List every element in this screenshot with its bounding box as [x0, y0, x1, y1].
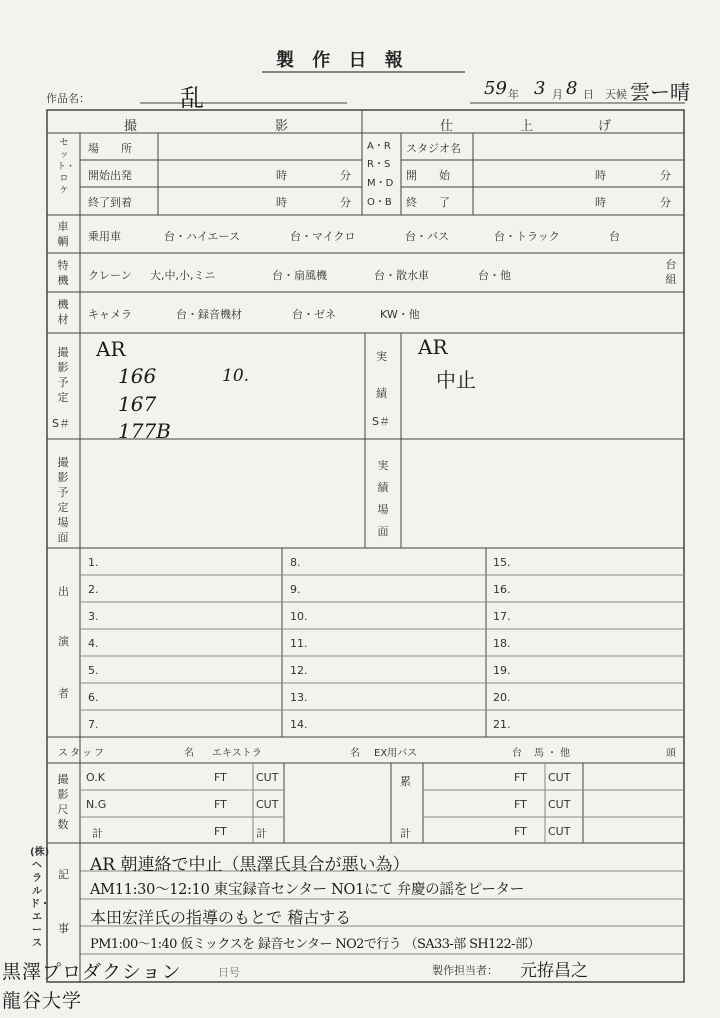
special-size: 大,中,小,ミニ [150, 269, 216, 282]
code-ar: A・R [367, 141, 391, 152]
studio-start-label: 開 始 [406, 169, 450, 182]
footage-ok-label: O.K [86, 771, 105, 784]
equipment-side-label: 機材 [57, 298, 69, 326]
special-sprinkler: 台・散水車 [374, 269, 429, 282]
date-month-unit: 月 [552, 88, 563, 101]
cast-number: 9. [290, 583, 301, 596]
cast-number: 11. [290, 637, 308, 650]
person-label: 製作担当者： [432, 964, 498, 977]
extra-label: エキストラ [212, 748, 262, 759]
date-year: 59 [484, 78, 507, 99]
notes-line-4: PM1:00〜1:40 仮ミックスを 録音センター NO2で行う （SA33-部 SH122-部） [90, 937, 540, 952]
bus-dai: 台 [512, 748, 522, 759]
cumulative-total-label: 計 [400, 827, 411, 840]
schedule-actual-label-2: 績 [376, 387, 387, 400]
date-month: 3 [534, 78, 546, 99]
special-crane: クレーン [88, 269, 132, 282]
notes-label-2: 事 [58, 922, 69, 935]
footage-total-cut: 計 [256, 827, 267, 840]
vehicle-bus: 台・バス [405, 230, 449, 243]
satsuei-header-1: 撮 [124, 119, 138, 134]
notes-line-2: AM11:30〜12:10 東宝録音センター NO1にて 弁慶の謡をピーター [90, 882, 524, 898]
cum-row2-cut: CUT [548, 798, 571, 811]
set-loca-side-label: セット・ロケ [57, 138, 76, 196]
vehicle-tail: 台 [609, 230, 620, 243]
studio-start-hour: 時 [595, 169, 606, 182]
special-side-label: 特機 [57, 259, 69, 287]
extra-mei: 名 [350, 748, 360, 759]
cast-number: 4. [88, 637, 99, 650]
schedule-plan-line-2: 166 [118, 364, 157, 388]
cast-number: 21. [493, 718, 511, 731]
cast-number: 7. [88, 718, 99, 731]
cast-number: 15. [493, 556, 511, 569]
notes-line-1: AR 朝連絡で中止（黒澤氏具合が悪い為） [90, 855, 410, 875]
footage-ok-ft: FT [214, 771, 227, 784]
vehicle-car: 乗用車 [88, 230, 121, 243]
shiage-header-1: 仕 [440, 119, 454, 134]
scene-actual-label: 実績場面 [377, 459, 389, 538]
shiage-header-2: 上 [520, 119, 534, 134]
equipment-camera: キャメラ [88, 308, 132, 321]
studio-name-label: スタジオ名 [406, 142, 461, 155]
cumulative-label: 累 [400, 775, 411, 788]
staff-label: スタッフ [58, 748, 106, 759]
schedule-plan-line-3: 167 [118, 392, 157, 416]
footage-ng-label: N.G [86, 798, 107, 811]
cast-number: 3. [88, 610, 99, 623]
start-minute-unit: 分 [340, 169, 351, 182]
staff-mei: 名 [184, 748, 194, 759]
schedule-plan-line-2b: 10. [222, 366, 250, 386]
satsuei-header-2: 影 [275, 119, 289, 134]
cast-number: 13. [290, 691, 308, 704]
ex-bus-label: EX用バス [374, 748, 418, 759]
cast-number: 19. [493, 664, 511, 677]
watermark-line-1: 黒澤プロダクション [2, 961, 182, 983]
cast-number: 18. [493, 637, 511, 650]
cast-label-1: 出 [58, 585, 69, 598]
cum-row3-cut: CUT [548, 825, 571, 838]
notes-line-3: 本田宏洋氏の指導のもとで 稽古する [90, 908, 352, 927]
shiage-header-3: げ [598, 119, 612, 134]
cast-number: 2. [88, 583, 99, 596]
schedule-plan-s-label: S＃ [52, 417, 70, 430]
footage-total-label: 計 [92, 827, 103, 840]
schedule-actual-label-1: 実 [376, 350, 387, 363]
special-right-label: 台組 [665, 258, 677, 286]
cast-label-3: 者 [58, 687, 69, 700]
page-title: 製 作 日 報 [276, 50, 409, 71]
studio-end-hour: 時 [595, 196, 606, 209]
vertical-stamp: (株) ヘラルド・エース [30, 847, 50, 949]
end-arrive-label: 終了到着 [88, 196, 132, 209]
schedule-plan-label: 撮影予定 [57, 346, 69, 404]
horse-other: 馬・他 [534, 748, 573, 759]
cast-number: 20. [493, 691, 511, 704]
weather-value: 雲ー晴 [630, 80, 690, 104]
cum-row3-ft: FT [514, 825, 527, 838]
cast-number: 5. [88, 664, 99, 677]
cum-row1-cut: CUT [548, 771, 571, 784]
cast-number: 17. [493, 610, 511, 623]
schedule-actual-line-2: 中止 [436, 368, 476, 392]
date-day: 8 [566, 78, 578, 99]
vehicle-micro: 台・マイクロ [290, 230, 356, 243]
cast-number: 12. [290, 664, 308, 677]
equipment-kw-other: KW・他 [380, 308, 420, 321]
vehicle-hiace: 台・ハイエース [164, 230, 241, 243]
end-hour-unit: 時 [276, 196, 287, 209]
work-name-value: 乱 [180, 84, 204, 112]
special-fan: 台・扇風機 [272, 269, 327, 282]
footage-ok-cut: CUT [256, 771, 279, 784]
person-value: 元拵昌之 [520, 961, 588, 981]
footage-side-label: 撮影尺数 [57, 773, 69, 831]
code-ob: O・B [367, 197, 392, 208]
place-label: 場 所 [88, 142, 132, 155]
watermark-line-2: 龍谷大学 [2, 990, 83, 1012]
cum-row1-ft: FT [514, 771, 527, 784]
studio-end-label: 終 了 [406, 196, 450, 209]
start-depart-label: 開始出発 [88, 169, 132, 182]
cast-number: 6. [88, 691, 99, 704]
cast-number: 8. [290, 556, 301, 569]
weather-label: 天候 [605, 88, 627, 101]
work-name-label: 作品名： [46, 92, 90, 105]
date-day-unit: 日 [583, 88, 594, 101]
footer-date-label: 日号 [218, 966, 240, 979]
footage-total-ft: FT [214, 825, 227, 838]
schedule-actual-s-label: S＃ [372, 415, 390, 428]
cast-label-2: 演 [58, 635, 69, 648]
scene-plan-label: 撮影予定場面 [57, 456, 69, 544]
cum-row2-ft: FT [514, 798, 527, 811]
cast-number: 14. [290, 718, 308, 731]
end-minute-unit: 分 [340, 196, 351, 209]
cast-number: 1. [88, 556, 99, 569]
vehicle-truck: 台・トラック [494, 230, 560, 243]
horse-head: 頭 [666, 748, 676, 759]
date-year-unit: 年 [508, 88, 519, 101]
equipment-audio: 台・録音機材 [176, 308, 242, 321]
special-other: 台・他 [478, 269, 511, 282]
start-hour-unit: 時 [276, 169, 287, 182]
footage-ng-ft: FT [214, 798, 227, 811]
vehicles-side-label: 車輌 [57, 220, 69, 248]
equipment-generator: 台・ゼネ [292, 308, 336, 321]
studio-end-minute: 分 [660, 196, 671, 209]
code-rs: R・S [367, 159, 391, 170]
footage-ng-cut: CUT [256, 798, 279, 811]
notes-label-1: 記 [58, 868, 69, 881]
schedule-plan-line-1: AR [96, 337, 126, 361]
cast-number: 10. [290, 610, 308, 623]
schedule-actual-line-1: AR [418, 335, 448, 359]
schedule-plan-line-4: 177B [118, 419, 171, 443]
code-md: M・D [367, 178, 394, 189]
studio-start-minute: 分 [660, 169, 671, 182]
cast-number: 16. [493, 583, 511, 596]
